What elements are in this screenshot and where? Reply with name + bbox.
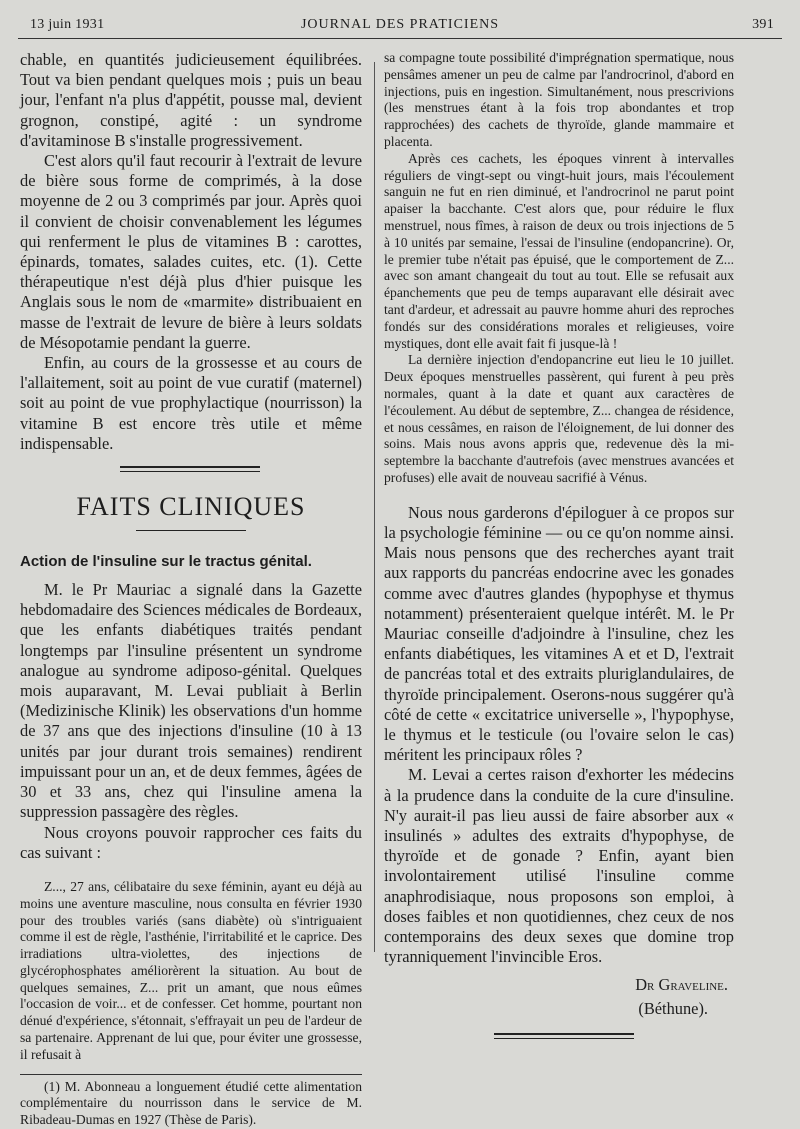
page-number: 391 <box>752 17 774 32</box>
article-title: Action de l'insuline sur le tractus génital. <box>20 553 312 571</box>
section-title: FAITS CLINIQUES <box>76 492 306 522</box>
case-report-paragraph: Z..., 27 ans, célibataire du sexe féminin, ayant eu déjà au moins une aventure masculine, nous consulta en février 1930 pour des troubles variés (sans diabète) où s'intriguaient comme il est de règle, l'asthénie, l'irritabilité et le caprice. Des irradiations ultra-violettes, des injections de glycérophosphates améliorèrent la situation. Au bout de quelques semaines, Z... prit un amant, que nous eûmes l'occasion de voir... et de confesser. Cet homme, pourtant non dénué d'expérience, s'étonnait, s'effrayait un peu de l'ardeur de sa partenaire. Apprenant de lui que, pour éviter une grossesse, il refusait à <box>20 878 362 1062</box>
section-title-rule <box>136 530 246 531</box>
section-ornament <box>20 464 362 478</box>
signature-name: Dr Graveline. <box>635 975 728 995</box>
footnote: (1) M. Abonneau a longuement étudié cette alimentation complémentaire du nourrisson dans le service de M. Ribadeau-Dumas en 1927 (Thèse de Paris). <box>20 1078 362 1128</box>
right-paragraph-5: M. Levai a certes raison d'exhorter les médecins à la prudence dans la conduite de la cure d'insuline. N'y aurait-il pas lieu aussi de faire absorber aux « insulinés » adultes des extraits d'hypophyse, de thyroïde et de gonade ? Enfin, ayant bien involontairement utilisé l'insuline comme anaphrodisiaque, nous proposons son emploi, à doses faibles et non quotidiennes, chez ceux de nos contemporains des deux sexes que domine trop tyranniquement l'invincible Eros. <box>384 765 734 967</box>
left-paragraph-1: chable, en quantités judicieusement équilibrées. Tout va bien pendant quelques mois ; puis un beau jour, l'enfant n'a plus d'appétit, pousse mal, devient grognon, constipé, agité : un syndrome d'avitaminose B s'installe progressivement. <box>20 50 362 150</box>
left-paragraph-4: M. le Pr Mauriac a signalé dans la Gazette hebdomadaire des Sciences médicales de Bordeaux, que les enfants diabétiques traités pendant longtemps par l'insuline présentent un syndrome analogue au syndrome adiposo-génital. Quelques mois auparavant, M. Levai publiait à Berlin (Medizinische Klinik) les observations d'un homme de 37 ans que des injections d'insuline (10 à 13 unités par jour durant trois semaines) rendirent impuissant pour un an, et de deux femmes, âgées de 30 et 33 ans, chez qui l'insuline amena la suppression passagère des règles. <box>20 580 362 822</box>
footnote-rule <box>20 1074 362 1075</box>
signature-block <box>384 973 734 1021</box>
left-paragraph-5: Nous croyons pouvoir rapprocher ces faits du cas suivant : <box>20 822 362 862</box>
right-paragraph-3: La dernière injection d'endopancrine eut lieu le 10 juillet. Deux époques menstruelles passèrent, qui furent à peu près normales, quant à la date et quant aux caractères de l'écoulement. Au début de septembre, Z... changea de résidence, et nous cessâmes, en raison de l'éloignement, de lui donner des soins. Mais nous avons appris que, redevenue dès la mi-septembre la bacchante d'autrefois (avec menstrues avancées et profuses) elle avait de nouveau sacrifié à Vénus. <box>384 352 734 485</box>
page-header <box>18 13 782 37</box>
signature-place: (Béthune). <box>638 999 708 1019</box>
header-rule <box>18 38 782 39</box>
left-paragraph-3: Enfin, au cours de la grossesse et au cours de l'allaitement, soit au point de vue curatif (maternel) soit au point de vue prophylactique (nourrisson) la vitamine B est encore très utile et même indispensable. <box>20 353 362 453</box>
right-paragraph-1: sa compagne toute possibilité d'imprégnation spermatique, nous pensâmes amener un peu de calme par l'androcrinol, d'abord en injections, puis en ingestion. Simultanément, nous prescrivions (les menstrues étant à la fois trop abondantes et trop rapprochées) des cachets de thyroïde, glande mammaire et placenta. <box>384 50 734 149</box>
right-column <box>384 50 734 1043</box>
header-date: 13 juin 1931 <box>30 17 105 32</box>
journal-title: JOURNAL DES PRATICIENS <box>300 17 500 32</box>
left-column <box>20 50 362 1129</box>
right-paragraph-2: Après ces cachets, les époques vinrent à intervalles réguliers de vingt-sept ou vingt-huit jours, mais l'écoulement sanguin ne fut en rien diminué, et l'androcrinol ne parut point apaiser la bacchante. C'est alors que, pour réduire le flux menstruel, nous fîmes, à raison de deux ou trois injections de 5 à 10 unités par semaine, l'essai de l'insuline (endopancrine). Or, le premier tube n'était pas épuisé, que le comportement de Z... avec son amant changeait du tout au tout. Elle se refusait aux épanchements que peu de temps auparavant elle désirait avec tant d'ardeur, et adressait au pauvre homme ahuri des reproches fondés sur des considérations morales et religieuses, voire mystiques, dont elle avait fait fi jusque-là ! <box>384 150 734 351</box>
right-paragraph-4: Nous nous garderons d'épiloguer à ce propos sur la psychologie féminine — ou ce qu'on nomme ainsi. Mais nous pensons que des recherches ayant trait aux rapports du pancréas endocrine avec les gonades comme avec d'autres glandes (hypophyse et thymus notamment) présenteraient quelque intérêt. M. le Pr Mauriac conseille d'adjoindre à l'insuline, chez les enfants diabétiques, les vitamines A et et D, l'extrait de pancréas total et des extraits pluriglandulaires, de thyroïde principalement. Oserons-nous suggérer qu'à côté de cette « excitatrice universelle », l'hypophyse, le thymus et le testicule (ou l'ovaire selon le cas) méritent les principaux rôles ? <box>384 502 734 765</box>
left-paragraph-2: C'est alors qu'il faut recourir à l'extrait de levure de bière sous forme de comprimés, à la dose moyenne de 2 ou 3 comprimés par jour. Après quoi il convient de choisir convenablement les légumes qui renferment le plus de vitamines B : carottes, épinards, tomates, salades cuites, etc. (1). Cette thérapeutique n'est déjà plus d'hier puisque les Anglais sous le nom de «marmite» distribuaient en masse de l'extrait de levure de bière à leurs soldats de Mésopotamie pendant la guerre. <box>20 151 362 352</box>
column-divider <box>374 62 375 952</box>
end-ornament <box>384 1031 734 1043</box>
